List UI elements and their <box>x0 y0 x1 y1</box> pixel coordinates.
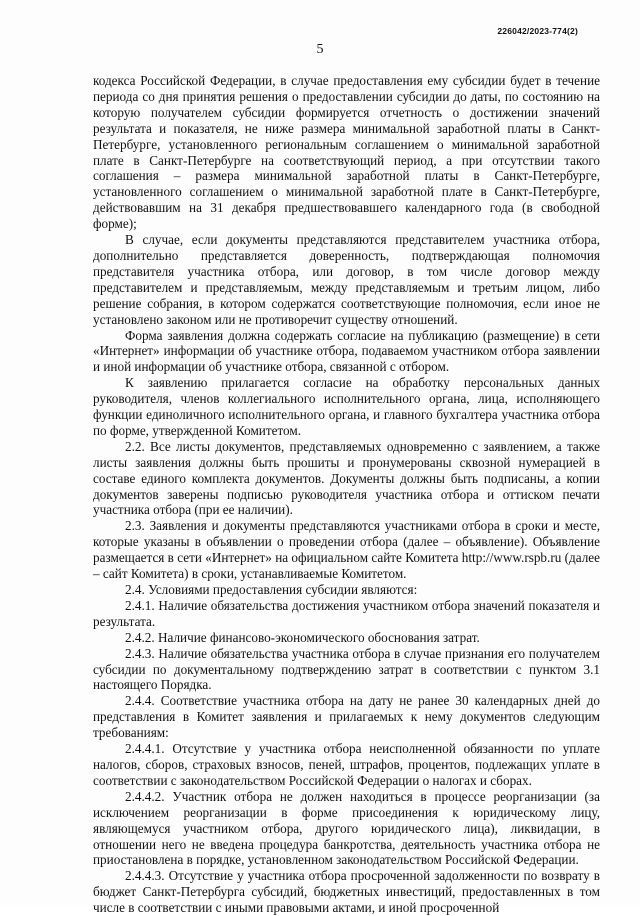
paragraph-2-4-4-2: 2.4.4.2. Участник отбора не должен находиться в процессе реорганизации (за исключением реорганизации в форме присоединения к юридическому лицу, являющемуся участником отбора, другого юридического лица), ликвидации, в отношении него не введена процедура банкротства, деятельность участника отбора не приостановлена в порядке, установленном законодательством Российской Федерации. <box>93 788 600 868</box>
paragraph-2-4: 2.4. Условиями предоставления субсидии являются: <box>125 582 418 597</box>
paragraph-2-2: 2.2. Все листы документов, представляемых одновременно с заявлением, а также листы заявления должны быть прошиты и пронумерованы сквозной нумерацией в составе единого комплекта документов. Документы должны быть подписаны, а копии документов заверены подписью руководителя участника отбора и оттиском печати участника отбора (при ее наличии). <box>93 438 600 518</box>
paragraph-2-3: 2.3. Заявления и документы представляются участниками отбора в сроки и месте, которые указаны в объявлении о проведении отбора (далее – объявление). Объявление размещается в сети «Интернет» на официальном сайте Комитета http://www.rspb.ru (далее – сайт Комитета) в сроки, устанавливаемые Комитетом. <box>93 518 600 582</box>
document-body <box>93 73 600 916</box>
paragraph-2-4-4-1: 2.4.4.1. Отсутствие у участника отбора неисполненной обязанности по уплате налогов, сборов, страховых взносов, пеней, штрафов, процентов, подлежащих уплате в соответствии с законодательством Российской Федерации о налогах и сборах. <box>93 741 600 788</box>
paragraph-representative: В случае, если документы представляются представителем участника отбора, дополнительно представляется доверенность, подтверждающая полномочия представителя участника отбора, или договор, в том числе договор между представителем и представляемым, между представляемым и третьим лицом, либо решение собрания, в котором содержатся соответствующие полномочия, если иное не установлено законом или не противоречит существу отношений. <box>93 232 600 327</box>
paragraph-personal-data-consent: К заявлению прилагается согласие на обработку персональных данных руководителя, членов коллегиального исполнительного органа, лица, исполняющего функции единоличного исполнительного органа, и главного бухгалтера участника отбора по форме, утвержденной Комитетом. <box>93 375 600 438</box>
paragraph-2-4-4: 2.4.4. Соответствие участника отбора на дату не ранее 30 календарных дней до представления в Комитет заявления и прилагаемых к нему документов следующим требованиям: <box>93 693 600 741</box>
paragraph-2-4-3: 2.4.3. Наличие обязательства участника отбора в случае признания его получателем субсидии по документальному подтверждению затрат в соответствии с пунктом 3.1 настоящего Порядка. <box>93 645 600 693</box>
paragraph-2-4-4-3: 2.4.4.3. Отсутствие у участника отбора просроченной задолженности по возврату в бюджет Санкт-Петербурга субсидий, бюджетных инвестиций, предоставленных в том числе в соответствии с иными правовыми актами, и иной просроченной <box>93 868 600 916</box>
paragraph-2-4-1: 2.4.1. Наличие обязательства достижения участником отбора значений показателя и результата. <box>93 597 600 629</box>
paragraph-publication-consent: Форма заявления должна содержать согласие на публикацию (размещение) в сети «Интернет» информации об участнике отбора, подаваемом участником отбора заявлении и иной информации об участнике отбора, связанной с отбором. <box>93 327 600 375</box>
paragraph-1: кодекса Российской Федерации, в случае предоставления ему субсидии будет в течение периода со дня принятия решения о предоставлении субсидии до даты, по состоянию на которую получателем субсидии формируется отчетность о достижении значений результата и показателя, не ниже размера минимальной заработной платы в Санкт-Петербурге, установленного региональным соглашением о минимальной заработной плате в Санкт-Петербурге на соответствующий период, а при отсутствии такого соглашения – размера минимальной заработной платы в Санкт-Петербурге, установленного соглашением о минимальной заработной плате в Санкт-Петербурге, действовавшим на 31 декабря предшествовавшего календарного года (в свободной форме); <box>93 73 600 232</box>
document-registration-number: 226042/2023-774(2) <box>497 26 578 36</box>
page-number: 5 <box>316 42 324 57</box>
paragraph-2-4-2: 2.4.2. Наличие финансово-экономического обоснования затрат. <box>125 629 480 645</box>
